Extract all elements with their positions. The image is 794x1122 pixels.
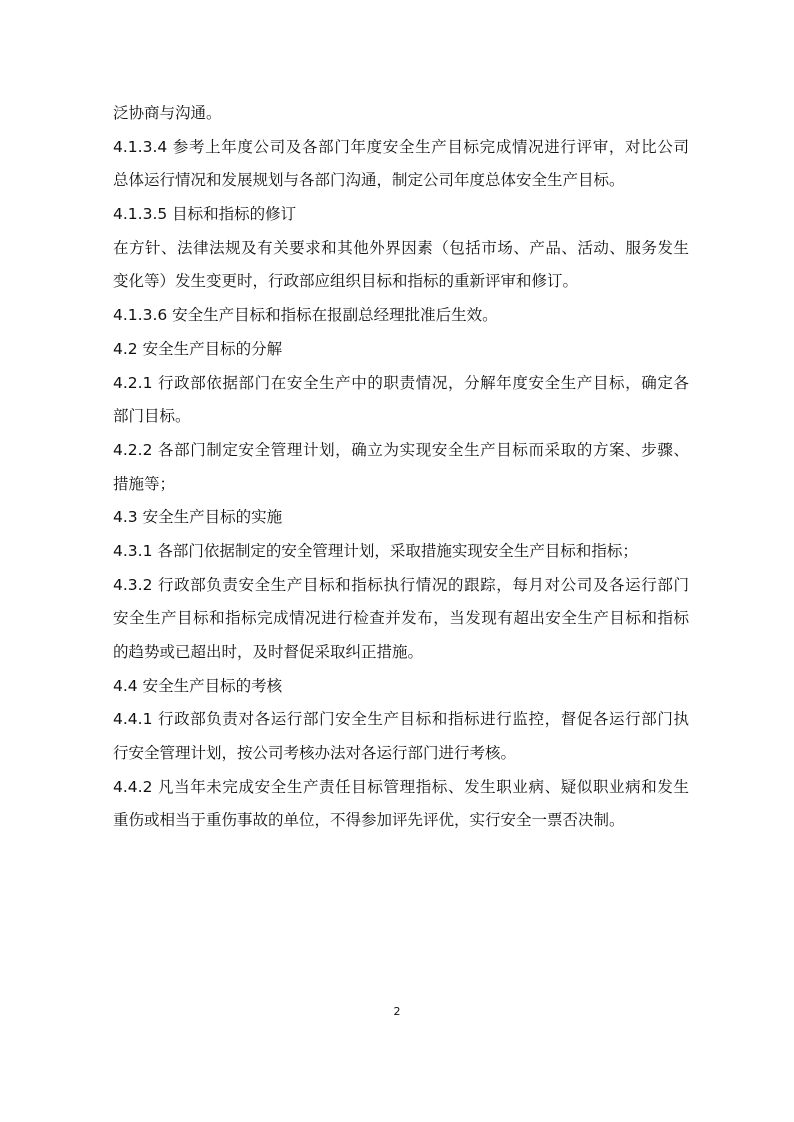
text-line: 变化等）发生变更时，行政部应组织目标和指标的重新评审和修订。 (113, 272, 579, 291)
text-line: 4.3.1 各部门依据制定的安全管理计划，采取措施实现安全生产目标和指标； (113, 541, 638, 560)
text-line: 泛协商与沟通。 (113, 104, 222, 122)
text-line: 部门目标。 (113, 407, 191, 426)
text-line: 4.4.1 行政部负责对各运行部门安全生产目标和指标进行监控，督促各运行部门执 (113, 710, 689, 729)
text-line: 4.2.2 各部门制定安全管理计划，确立为实现安全生产目标而采取的方案、步骤、 (113, 440, 689, 459)
text-line: 行安全管理计划，按公司考核办法对各运行部门进行考核。 (113, 744, 517, 763)
text-line: 4.1.3.4 参考上年度公司及各部门年度安全生产目标完成情况进行评审，对比公司 (113, 137, 689, 156)
text-line: 4.4 安全生产目标的考核 (113, 676, 283, 695)
text-line: 总体运行情况和发展规划与各部门沟通，制定公司年度总体安全生产目标。 (113, 171, 625, 190)
text-line: 4.4.2 凡当年未完成安全生产责任目标管理指标、发生职业病、疑似职业病和发生 (113, 777, 689, 796)
text-line: 的趋势或已超出时，及时督促采取纠正措施。 (113, 643, 424, 661)
text-line: 4.3.2 行政部负责安全生产目标和指标执行情况的跟踪，每月对公司及各运行部门 (113, 575, 689, 594)
text-line: 重伤或相当于重伤事故的单位，不得参加评先评优，实行安全一票否决制。 (113, 811, 625, 830)
text-line: 安全生产目标和指标完成情况进行检查并发布，当发现有超出安全生产目标和指标 (113, 609, 689, 628)
text-line: 4.3 安全生产目标的实施 (113, 508, 283, 527)
text-line: 措施等； (113, 474, 176, 493)
text-line: 4.2 安全生产目标的分解 (113, 339, 283, 358)
text-line: 4.1.3.6 安全生产目标和指标在报副总经理批准后生效。 (113, 306, 498, 325)
page-number: 2 (393, 1005, 401, 1018)
text-line: 4.1.3.5 目标和指标的修订 (113, 205, 297, 224)
text-line: 在方针、法律法规及有关要求和其他外界因素（包括市场、产品、活动、服务发生 (113, 238, 689, 257)
document-body (113, 102, 689, 843)
text-line: 4.2.1 行政部依据部门在安全生产中的职责情况，分解年度安全生产目标，确定各 (113, 373, 689, 392)
